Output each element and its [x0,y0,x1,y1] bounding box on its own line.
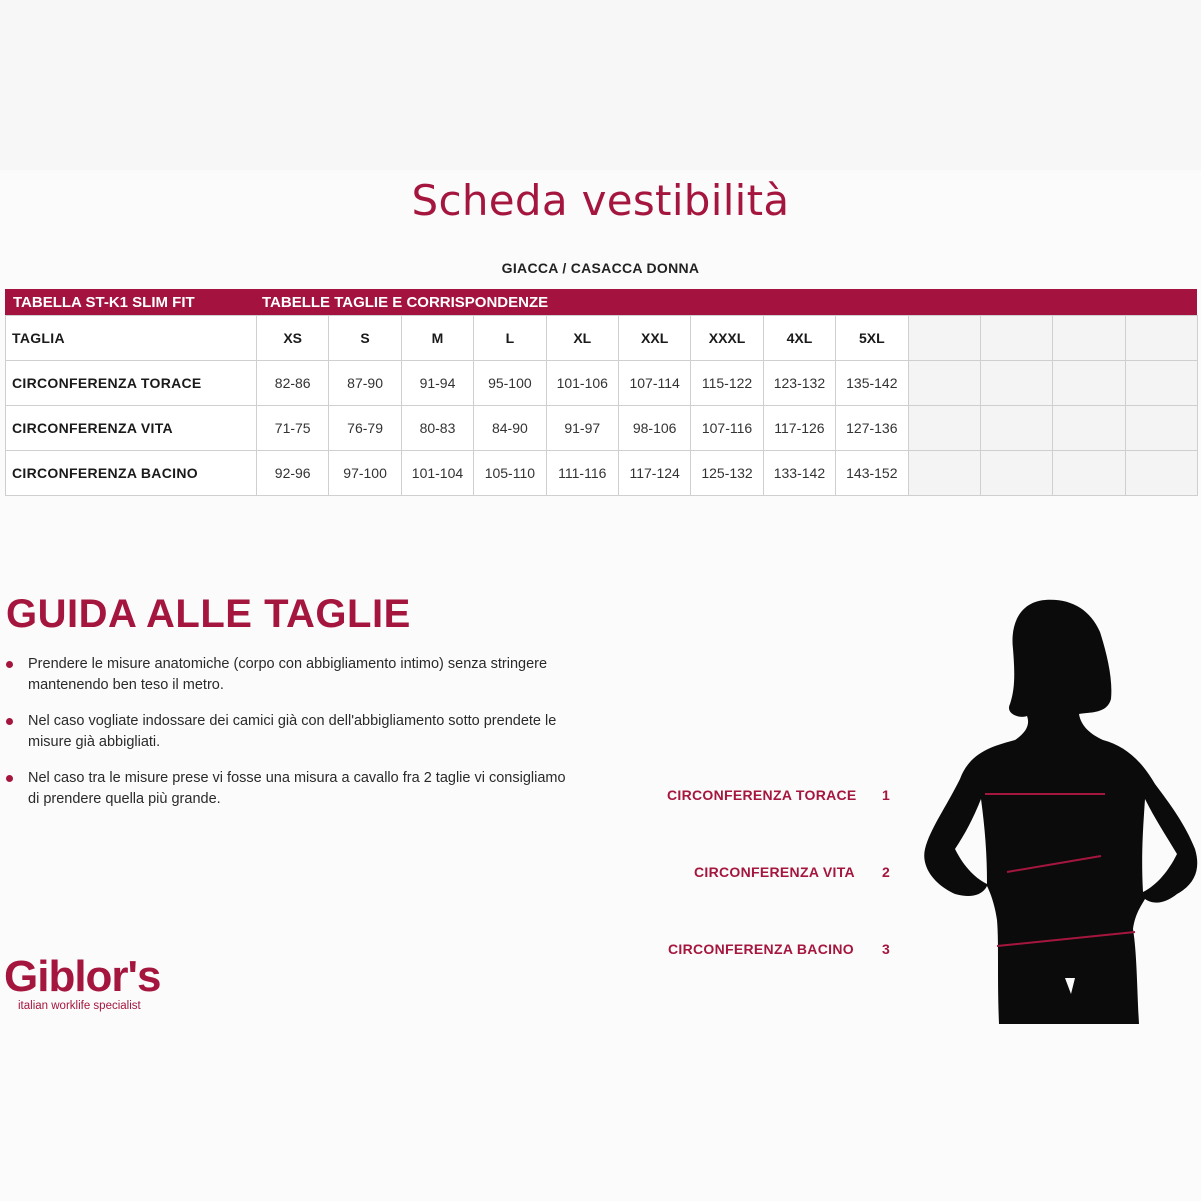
table-cell-empty [1125,451,1197,496]
table-cell: XS [257,316,329,361]
bullet-dot-icon [6,661,13,668]
silhouette-shape [924,600,1197,1024]
table-cell-empty [1053,451,1125,496]
table-cell: 97-100 [329,451,401,496]
table-row [6,406,1198,451]
table-cell-empty [1053,316,1125,361]
table-cell: 115-122 [691,361,763,406]
table-cell: 117-126 [763,406,835,451]
table-cell-empty [908,316,980,361]
measure-number-chest: 1 [882,787,890,803]
table-cell: 127-136 [836,406,908,451]
table-cell-empty [980,361,1052,406]
table-cell: 87-90 [329,361,401,406]
table-cell: 135-142 [836,361,908,406]
top-band [0,0,1201,170]
table-row-label: CIRCONFERENZA BACINO [6,451,257,496]
table-cell-empty [908,406,980,451]
table-cell: L [474,316,546,361]
page-subtitle: GIACCA / CASACCA DONNA [501,260,700,276]
bullet-dot-icon [6,775,13,782]
table-cell-empty [1053,361,1125,406]
table-row-label: TAGLIA [6,316,257,361]
guide-title: GUIDA ALLE TAGLIE [6,592,411,636]
guide-bullet-text: Prendere le misure anatomiche (corpo con abbigliamento intimo) senza stringere mantenendo ben teso il metro. [28,656,548,693]
brand-logo-name: Giblor's [4,952,161,1001]
guide-bullet [6,768,566,810]
brand-logo-tagline: italian worklife specialist [18,1000,141,1012]
table-cell: 133-142 [763,451,835,496]
table-cell: 117-124 [618,451,690,496]
measure-label-waist: CIRCONFERENZA VITA [694,864,855,880]
table-cell: XXL [618,316,690,361]
guide-bullet [6,711,566,753]
table-cell: S [329,316,401,361]
table-cell-empty [908,361,980,406]
guide-bullet-list [6,654,566,825]
measure-number-hips: 3 [882,941,890,957]
table-cell: M [401,316,473,361]
table-cell: 111-116 [546,451,618,496]
table-row-label: CIRCONFERENZA TORACE [6,361,257,406]
brand-logo [4,952,160,1012]
page-title: Scheda vestibilità [411,176,790,225]
table-cell: XXXL [691,316,763,361]
table-row [6,361,1198,406]
table-cell-empty [1125,361,1197,406]
bullet-dot-icon [6,718,13,725]
table-cell: 91-94 [401,361,473,406]
table-row-label: CIRCONFERENZA VITA [6,406,257,451]
size-table-header [5,289,1197,315]
measure-label-chest: CIRCONFERENZA TORACE [667,787,857,803]
table-cell: 105-110 [474,451,546,496]
table-cell: 80-83 [401,406,473,451]
table-cell: 5XL [836,316,908,361]
table-cell-empty [1053,406,1125,451]
table-cell: 4XL [763,316,835,361]
body-silhouette-icon [915,594,1201,1024]
table-cell: 76-79 [329,406,401,451]
measure-number-waist: 2 [882,864,890,880]
table-cell: 143-152 [836,451,908,496]
table-cell: 91-97 [546,406,618,451]
table-cell: 82-86 [257,361,329,406]
table-cell: 98-106 [618,406,690,451]
table-cell-empty [980,451,1052,496]
guide-bullet [6,654,566,696]
table-cell: 123-132 [763,361,835,406]
table-row [6,451,1198,496]
table-row [6,316,1198,361]
table-cell: 95-100 [474,361,546,406]
table-cell-empty [1125,406,1197,451]
measure-label-hips: CIRCONFERENZA BACINO [668,941,854,957]
table-cell-empty [980,406,1052,451]
table-cell: 71-75 [257,406,329,451]
table-cell: 84-90 [474,406,546,451]
table-cell: 125-132 [691,451,763,496]
table-cell: XL [546,316,618,361]
table-header-left: TABELLA ST-K1 SLIM FIT [13,294,195,311]
guide-bullet-text: Nel caso tra le misure prese vi fosse una misura a cavallo fra 2 taglie vi consigliamo di prendere quella più grande. [28,770,566,807]
size-table-container [5,289,1197,496]
table-cell-empty [1125,316,1197,361]
table-cell-empty [980,316,1052,361]
table-header-right: TABELLE TAGLIE E CORRISPONDENZE [262,294,549,311]
size-table [5,315,1198,496]
table-cell: 101-106 [546,361,618,406]
table-cell: 101-104 [401,451,473,496]
table-cell: 92-96 [257,451,329,496]
guide-bullet-text: Nel caso vogliate indossare dei camici già con dell'abbigliamento sotto prendete le misure già abbigliati. [28,713,557,750]
table-cell-empty [908,451,980,496]
table-cell: 107-116 [691,406,763,451]
table-cell: 107-114 [618,361,690,406]
